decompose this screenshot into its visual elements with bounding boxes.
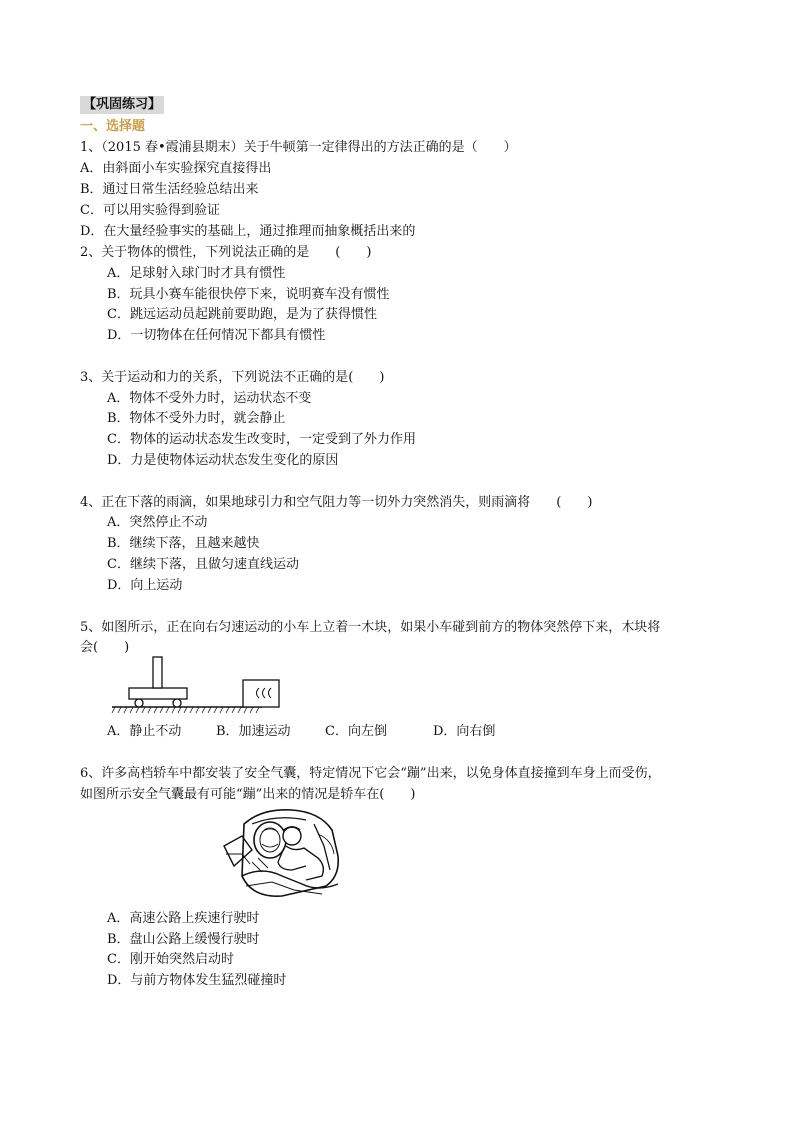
question-1-option-b[interactable]: B．通过日常生活经验总结出来 <box>80 182 259 197</box>
airbag-driver-figure <box>222 806 346 902</box>
section-title: 一、选择题 <box>80 119 146 134</box>
question-1-option-d[interactable]: D．在大量经验事实的基础上，通过推理而抽象概括出来的 <box>80 224 416 239</box>
question-5-stem-line-1: 5、如图所示，正在向右匀速运动的小车上立着一木块，如果小车碰到前方的物体突然停下来，木块将 <box>80 620 661 635</box>
question-3-option-d[interactable]: D．力是使物体运动状态发生变化的原因 <box>107 453 339 468</box>
question-3-option-b[interactable]: B．物体不受外力时，就会静止 <box>107 411 286 426</box>
question-5-option-d[interactable]: D．向右倒 <box>433 724 496 739</box>
question-4-stem: 4、正在下落的雨滴，如果地球引力和空气阻力等一切外力突然消失，则雨滴将 ( ) <box>80 495 593 510</box>
question-5-option-a[interactable]: A．静止不动 <box>107 724 182 739</box>
question-2-stem: 2、关于物体的惯性，下列说法正确的是 ( ) <box>80 245 372 260</box>
question-2-option-c[interactable]: C．跳远运动员起跳前要助跑，是为了获得惯性 <box>107 307 377 322</box>
question-2-option-a[interactable]: A．足球射入球门时才具有惯性 <box>107 266 286 281</box>
question-6-option-d[interactable]: D．与前方物体发生猛烈碰撞时 <box>107 973 287 988</box>
question-3-stem: 3、关于运动和力的关系，下列说法不正确的是( ) <box>80 370 385 385</box>
question-4-option-a[interactable]: A．突然停止不动 <box>107 515 208 530</box>
question-4-option-c[interactable]: C．继续下落，且做匀速直线运动 <box>107 557 299 572</box>
question-6-option-a[interactable]: A．高速公路上疾速行驶时 <box>107 911 260 926</box>
question-4-option-d[interactable]: D．向上运动 <box>107 578 183 593</box>
exercise-header: 【巩固练习】 <box>80 96 164 114</box>
question-5-stem-line-2: 会( ) <box>80 640 130 655</box>
question-3-option-a[interactable]: A．物体不受外力时，运动状态不变 <box>107 391 312 406</box>
question-1-stem: 1、（2015 春•霞浦县期末）关于牛顿第一定律得出的方法正确的是（ ） <box>80 140 517 155</box>
question-6-option-c[interactable]: C．刚开始突然启动时 <box>107 952 234 967</box>
question-6-stem-line-1: 6、许多高档轿车中都安装了安全气囊，特定情况下它会“蹦”出来，以免身体直接撞到车身上而受伤， <box>80 766 661 781</box>
question-6-stem-line-2: 如图所示安全气囊最有可能“蹦”出来的情况是轿车在( ) <box>80 787 416 802</box>
question-5-option-b[interactable]: B．加速运动 <box>216 724 291 739</box>
question-1-option-a[interactable]: A．由斜面小车实验探究直接得出 <box>80 161 272 176</box>
question-4-option-b[interactable]: B．继续下落，且越来越快 <box>107 536 260 551</box>
question-1-option-c[interactable]: C．可以用实验得到验证 <box>80 203 220 218</box>
question-2-option-d[interactable]: D．一切物体在任何情况下都具有惯性 <box>107 328 326 343</box>
cart-obstacle-figure <box>112 655 262 717</box>
question-3-option-c[interactable]: C．物体的运动状态发生改变时，一定受到了外力作用 <box>107 432 416 447</box>
question-2-option-b[interactable]: B．玩具小赛车能很快停下来，说明赛车没有惯性 <box>107 287 390 302</box>
question-6-option-b[interactable]: B．盘山公路上缓慢行驶时 <box>107 932 260 947</box>
question-5-option-c[interactable]: C．向左倒 <box>325 724 387 739</box>
